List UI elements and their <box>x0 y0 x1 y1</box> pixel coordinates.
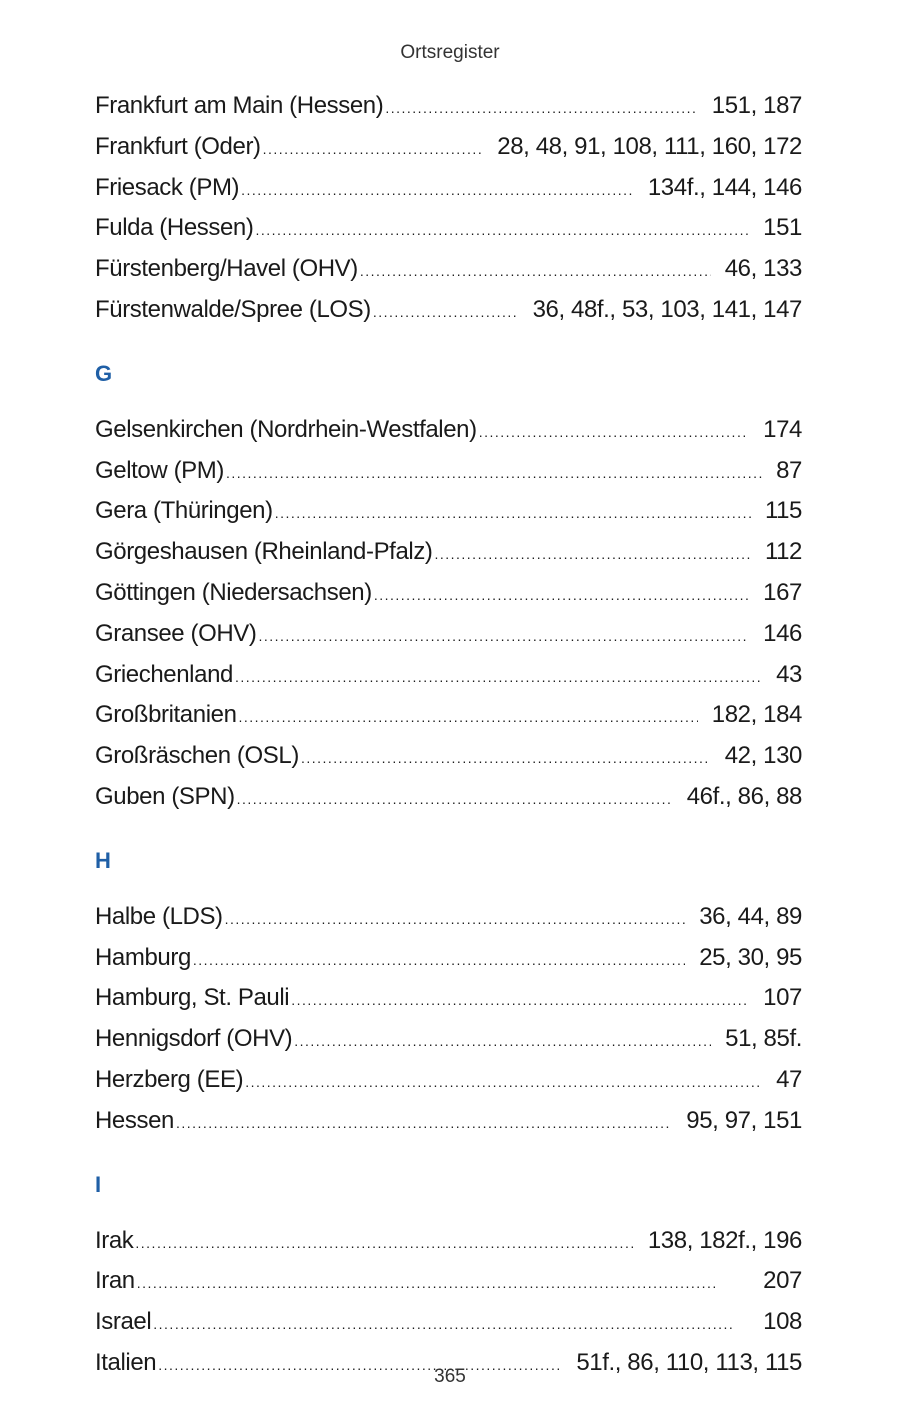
dot-leader <box>225 897 686 938</box>
entry-pages: 108 <box>763 1308 802 1336</box>
entry-pages: 43 <box>776 660 802 688</box>
index-entry <box>95 897 802 938</box>
dot-leader <box>301 736 711 777</box>
dot-leader <box>435 532 751 573</box>
entry-place: Herzberg (EE) <box>95 1065 244 1093</box>
entry-place: Hamburg <box>95 943 191 971</box>
index-entry <box>95 573 802 614</box>
entry-place: Geltow (PM) <box>95 456 224 484</box>
entry-pages: 167 <box>763 578 802 606</box>
entry-pages: 47 <box>776 1065 802 1093</box>
dot-leader <box>263 127 484 168</box>
index-section-h <box>95 846 802 1142</box>
dot-leader <box>360 249 711 290</box>
index-entry <box>95 168 802 209</box>
dot-leader <box>241 168 634 209</box>
dot-leader <box>237 777 673 818</box>
entry-pages: 146 <box>763 619 802 647</box>
index-entry <box>95 1261 802 1302</box>
dot-leader <box>239 695 698 736</box>
entry-place: Fulda (Hessen) <box>95 214 254 242</box>
index-entry <box>95 695 802 736</box>
entry-pages: 134f., 144, 146 <box>647 173 802 201</box>
index-entry <box>95 1019 802 1060</box>
index-entry <box>95 410 802 451</box>
entry-place: Frankfurt (Oder) <box>95 132 261 160</box>
index-entry <box>95 655 802 696</box>
index-entry <box>95 1101 802 1142</box>
index-entry <box>95 736 802 777</box>
dot-leader <box>259 614 750 655</box>
entry-place: Griechenland <box>95 660 233 688</box>
entry-pages: 151 <box>763 214 802 242</box>
entry-pages: 115 <box>764 497 802 525</box>
entry-pages: 182, 184 <box>711 701 802 729</box>
entry-place: Großräschen (OSL) <box>95 742 299 770</box>
dot-leader <box>193 938 685 979</box>
running-head: Ortsregister <box>400 42 500 63</box>
dot-leader <box>255 208 749 249</box>
dot-leader <box>373 290 519 331</box>
index-entry <box>95 938 802 979</box>
dot-leader <box>245 1060 762 1101</box>
entry-pages: 51f., 86, 110, 113, 115 <box>576 1348 802 1376</box>
place-index <box>95 86 802 1384</box>
dot-leader <box>294 1019 711 1060</box>
entry-pages: 36, 44, 89 <box>699 902 802 930</box>
entry-pages: 36, 48f., 53, 103, 141, 147 <box>532 295 802 323</box>
entry-pages: 46f., 86, 88 <box>686 782 802 810</box>
page-number: 365 <box>434 1366 466 1387</box>
entry-place: Großbritanien <box>95 701 237 729</box>
dot-leader <box>153 1302 749 1343</box>
section-letter-heading: I <box>95 1171 102 1197</box>
entry-place: Israel <box>95 1308 152 1336</box>
entry-place: Italien <box>95 1348 157 1376</box>
index-entry <box>95 978 802 1019</box>
entry-pages: 25, 30, 95 <box>699 943 802 971</box>
entry-pages: 95, 97, 151 <box>686 1106 802 1134</box>
index-entry <box>95 86 802 127</box>
entry-place: Fürstenberg/Havel (OHV) <box>95 255 358 283</box>
entry-place: Friesack (PM) <box>95 173 240 201</box>
dot-leader <box>291 978 749 1019</box>
index-entry <box>95 614 802 655</box>
entry-pages: 87 <box>776 456 802 484</box>
entry-place: Gelsenkirchen (Nordrhein-Westfalen) <box>95 415 477 443</box>
index-entry <box>95 290 802 331</box>
index-entry <box>95 1060 802 1101</box>
entry-pages: 46, 133 <box>724 255 802 283</box>
section-letter-heading: G <box>95 360 113 386</box>
entry-place: Fürstenwalde/Spree (LOS) <box>95 295 371 323</box>
index-entry <box>95 777 802 818</box>
entry-place: Görgeshausen (Rheinland-Pfalz) <box>95 538 433 566</box>
index-entry <box>95 249 802 290</box>
entry-place: Iran <box>95 1267 135 1295</box>
index-section-g <box>95 359 802 818</box>
entry-place: Frankfurt am Main (Hessen) <box>95 92 384 119</box>
entry-pages: 42, 130 <box>724 742 802 770</box>
dot-leader <box>137 1261 749 1302</box>
index-entry <box>95 1221 802 1262</box>
entry-pages: 174 <box>763 415 802 443</box>
entry-place: Hamburg, St. Pauli <box>95 984 290 1012</box>
index-entry <box>95 491 802 532</box>
index-entry <box>95 208 802 249</box>
entry-pages: 207 <box>763 1267 802 1295</box>
index-entry <box>95 532 802 573</box>
entry-place: Halbe (LDS) <box>95 902 223 930</box>
index-section-i <box>95 1170 802 1384</box>
entry-place: Gransee (OHV) <box>95 619 257 647</box>
index-entry <box>95 451 802 492</box>
dot-leader <box>479 410 749 451</box>
entry-pages: 107 <box>763 984 802 1012</box>
entry-pages: 28, 48, 91, 108, 111, 160, 172 <box>497 132 802 160</box>
entry-place: Guben (SPN) <box>95 782 235 810</box>
entry-place: Irak <box>95 1226 134 1254</box>
entry-place: Hennigsdorf (OHV) <box>95 1025 293 1053</box>
index-entry <box>95 1302 802 1343</box>
dot-leader <box>226 451 762 492</box>
section-letter-heading: H <box>95 847 111 873</box>
entry-place: Göttingen (Niedersachsen) <box>95 578 372 606</box>
dot-leader <box>135 1221 633 1262</box>
entry-place: Gera (Thüringen) <box>95 497 273 525</box>
entry-place: Hessen <box>95 1106 174 1134</box>
dot-leader <box>176 1101 672 1142</box>
entry-pages: 138, 182f., 196 <box>647 1226 802 1254</box>
entry-pages: 112 <box>764 538 802 566</box>
entry-pages: 51, 85f. <box>725 1025 802 1053</box>
dot-leader <box>235 655 762 696</box>
index-section-f <box>95 86 802 331</box>
dot-leader <box>374 573 749 614</box>
dot-leader <box>275 491 751 532</box>
index-entry <box>95 127 802 168</box>
dot-leader <box>385 86 697 127</box>
entry-pages: 151, 187 <box>711 92 802 119</box>
